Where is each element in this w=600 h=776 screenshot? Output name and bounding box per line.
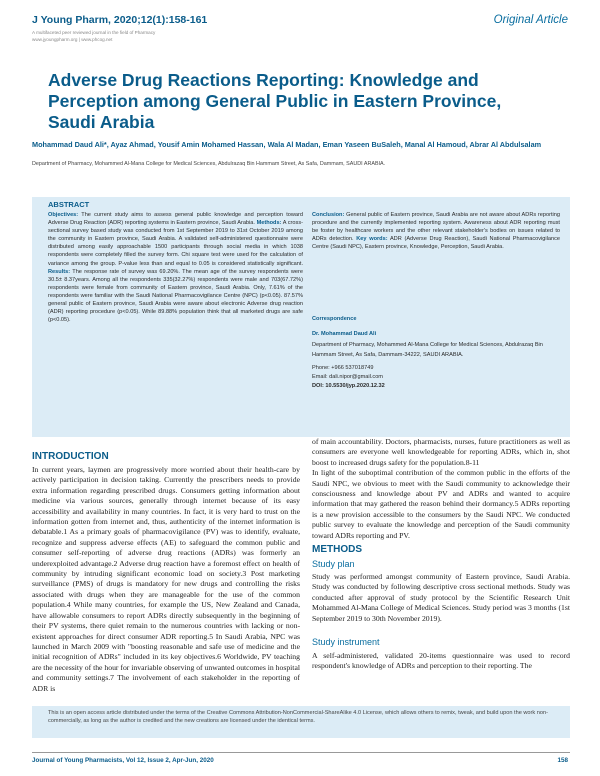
conclusion-label: Conclusion: [312,212,345,218]
abstract-heading: ABSTRACT [48,200,90,209]
footer-divider [32,752,570,753]
author-affiliation: Department of Pharmacy, Mohammed Al-Mana College for Medical Sciences, Abdulrazaq Bin Hammam Street, As Safa, Dammam, SAUDI ARABIA. [32,161,386,167]
introduction-heading: INTRODUCTION [32,451,109,462]
license-text: This is an open access article distributed under the terms of the Creative Commons Attribution-NonCommercial-ShareAlike 4.0 License, which allows others to remix, tweak, and build upon the work non-commercially, as long as the author is credited and the new creations are licensed under the identical terms. [48,710,548,724]
conclusion-text: General public of Eastern province, Saudi Arabia are not aware about ADRs reporting procedure and the currently implemented reporting system. Awareness about ADR reporting must be foster by healthcare workers and the other relevant stakeholder's bodies on issues related to ADRs detection. [312,212,560,243]
correspondence-address: Department of Pharmacy, Mohammed Al-Mana College for Medical Sciences, Abdulrazaq Bin Hammam Street, As Safa, Dammam-34222, SAUDI ARABIA. [312,342,543,358]
journal-citation: J Young Pharm, 2020;12(1):158-161 [32,14,208,26]
keywords-text: ADR (Adverse Drug Reaction), Saudi National Pharmacovigilance Centre (Saudi NPC), Eastern province, Knowledge, Perception, Saudi Arabia. [312,236,561,251]
introduction-paragraph: In light of the suboptimal contribution of the common public in the efforts of the Saudi NPC, we obvious to meet with the Saudi community to acknowledge their consciousness and knowledge about PV and ADRs and wanted to acquire information that may gathered the reason behind their dormancy.5 ADRs reporting is a new provision accessible to the consumers by the Saudi NPC. We conducted public survey to evaluate the knowledge and perception of the Saudi community toward ADRs reporting and PV. [312,468,570,540]
methods-heading: METHODS [312,544,362,555]
journal-website[interactable]: www.jyoungpharm.org | www.phcog.net [32,37,113,42]
correspondence-email[interactable]: Email: dali.nipor@gmail.com [312,374,383,381]
abstract-left-column [48,211,303,324]
introduction-right-text [312,437,570,541]
introduction-left-text: In current years, laymen are progressively more worried about their health-care by actively participation in decision taking. Currently the prescribers needs to provide extra information regarding prescribed drugs. Consumers getting information about medicine via various sources, generally through internet because of its easy accessibility and availability in many countries. In fact, it is very hard to trust on the information gotten from internet and, thus, authenticity of the internet information is debatable.1 As a primary goals of pharmacovigilance (PV) was to identify, evaluate, recognize and suppress adverse effects (AE) to safeguard the common public and consumer self-reporting of adverse drug reactions (ADRs) was formerly an underexploited advantage.2 Adverse drug reaction have a foremost effect on health of community by intruding significant economic load on society.3 Post marketing surveillance (PMS) of drugs is mandatory for new drugs and controlling the risks associated with drugs when they are manageable for the use of the common population.4 While many countries, for example the US, New Zealand and Canada, have allowable consumers to report ADRs directly subsequently in the beginning of their PV systems, there quiet remain to the numerous countries with lacking or non-existent approaches for direct consumer ADR reporting.5 In Saudi Arabia, NPC was launched in March 2009 with "boosting reasonable and safe use of medicine and the initial recognition of ADRs" included in its key objectives.6 Worldwide, PV teaching are the necessity of the hour for invariable observing of unwanted outcomes in hospital and community settings.7 The involvement of each stakeholder in the reporting of ADR is [32,465,300,693]
introduction-paragraph: of main accountability. Doctors, pharmacists, nurses, future practitioners as well as consumers are everyone well knowledgeable for reporting ADRs, which in, shot boost to increased drugs safety for the population.8-11 [312,437,570,467]
study-plan-heading: Study plan [312,559,355,569]
objectives-label: Objectives: [48,212,79,218]
corresponding-author: Dr. Mohammad Daud Ali [312,331,377,338]
objectives-text: The current study aims to assess general public knowledge and perception toward Adverse Drug Reaction (ADR) reporting systems in Eastern province, Saudi Arabia. [48,212,304,227]
article-title: Adverse Drug Reactions Reporting: Knowledge and Perception among General Public in Eastern Province, Saudi Arabia [48,70,502,132]
study-instrument-heading: Study instrument [312,637,380,647]
study-plan-text: Study was performed amongst community of Eastern province, Saudi Arabia. Study was conducted by following descriptive cross sectional methods. Study was conducted after approval of study protocol by the Scientific Research Unit Mohammed Al-Mana College of Medical Sciences. Study period was 3 months (1st September 2019 to 30th November 2019). [312,572,570,623]
correspondence-phone: Phone: +966 537018749 [312,364,374,371]
journal-tagline: A multifaceted peer reviewed journal in the field of Pharmacy [32,30,156,35]
study-instrument-text: A self-administered, validated 20-items questionnaire was used to record respondent's knowledge of ADRs and perception to their reporting. The [312,651,570,671]
results-text: The response rate of survey was 69.20%. The mean age of the survey respondents were 30.5± 8.37years. Among all the respondents 335(32.27%) respondents were male and 703(67.72%) respondents were female from community of Eastern province, Saudi Arabia. Only, 7.61% of the respondents were familiar with the Saudi National Pharmacovigilance Centre (NPC) (p<0.05). 87.57% general public of Eastern province, Saudi Arabia were aware about electronic Adverse drug reaction (ADR) reporting procedure (p<0.05). While 89.88% population think that all marketed drugs are safe (p<0.05). [48,268,304,324]
keywords-label: Key words: [356,236,388,243]
abstract-right-column [312,211,560,251]
methods-text: A cross-sectional survey based study was conducted from 1st September 2019 to 31st October 2019 among the community in Eastern province, Saudi Arabia. A validated self-administered questionnaire were distributed among easily approachable 1500 participants through social media in which 1038 respondents were completely filled the survey form. Chi square test were used for the calculation of variance among the group. P-value less than and equal to 0.05 is considered statistically significant. [48,220,303,267]
author-list: Mohammad Daud Ali*, Ayaz Ahmad, Yousif Amin Mohamed Hassan, Wala Al Madan, Eman Yaseen BuSaleh, Manal Al Hamoud, Abrar Al Abdulsalam [32,140,542,149]
article-type-label: Original Article [493,14,568,26]
results-label: Results: [48,268,71,275]
footer-journal: Journal of Young Pharmacists, Vol 12, Issue 2, Apr-Jun, 2020 [32,757,214,764]
correspondence-heading: Correspondence [312,316,357,322]
page-number: 158 [557,757,568,764]
doi-link[interactable]: DOI: 10.5530/jyp.2020.12.32 [312,383,385,390]
methods-label: Methods: [256,220,282,227]
correspondence-block [312,315,560,391]
